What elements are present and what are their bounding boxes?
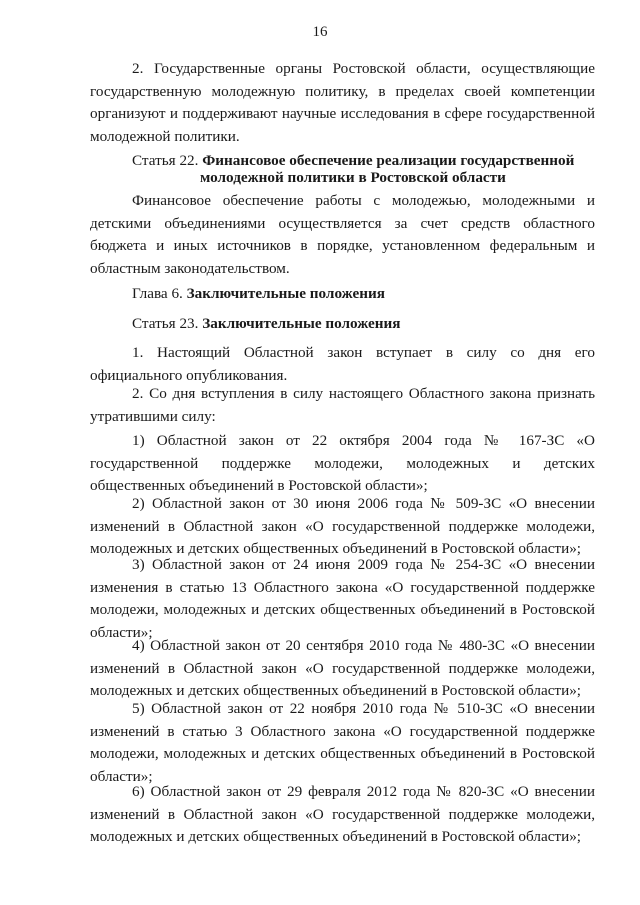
article-22-title-line1: Финансовое обеспечение реализации государственной bbox=[202, 152, 575, 169]
list-item: 5) Областной закон от 22 ноября 2010 года № 510-ЗС «О внесении изменений в статью 3 Областного закона «О государственной поддержке молодежи, молодежных и детских общественных объединений в Ростовской области»; bbox=[90, 700, 595, 785]
list-item: 4) Областной закон от 20 сентября 2010 года № 480-ЗС «О внесении изменений в Областной закон «О государственной поддержке молодежи, молодежных и детских общественных объединений в Ростовской области»; bbox=[90, 637, 595, 699]
chapter-6-title: Заключительные положения bbox=[186, 285, 385, 302]
list-item: 6) Областной закон от 29 февраля 2012 года № 820-ЗС «О внесении изменений в Областной закон «О государственной поддержке молодежи, молодежных и детских общественных объединений в Ростовской области»; bbox=[90, 783, 595, 845]
article-23-heading bbox=[132, 313, 401, 336]
article-22-prefix: Статья 22. bbox=[132, 152, 199, 169]
article-22-title-line2: молодежной политики в Ростовской области bbox=[200, 169, 506, 186]
paragraph-repeal-intro: 2. Со дня вступления в силу настоящего Областного закона признать утратившими силу: bbox=[90, 385, 595, 425]
article-23-prefix: Статья 23. bbox=[132, 315, 199, 332]
chapter-6-heading bbox=[132, 283, 385, 306]
list-item: 3) Областной закон от 24 июня 2009 года № 254-ЗС «О внесении изменения в статью 13 Областного закона «О государственной поддержке молодежи, молодежных и детских общественных объединений в Ростовской области»; bbox=[90, 556, 595, 641]
page-number: 16 bbox=[312, 24, 328, 40]
article-22-heading-cont bbox=[200, 167, 506, 190]
chapter-6-prefix: Глава 6. bbox=[132, 285, 183, 302]
list-item: 2) Областной закон от 30 июня 2006 года № 509-ЗС «О внесении изменений в Областной закон «О государственной поддержке молодежи, молодежных и детских общественных объединений в Ростовской области»; bbox=[90, 495, 595, 557]
paragraph-entry-into-force: 1. Настоящий Областной закон вступает в силу со дня его официального опубликования. bbox=[90, 344, 595, 384]
paragraph-research: 2. Государственные органы Ростовской области, осуществляющие государственную молодежную политику, в пределах своей компетенции организуют и поддерживают научные исследования в сфере государственной молодежной политики. bbox=[90, 60, 595, 145]
list-item: 1) Областной закон от 22 октября 2004 года № 167-ЗС «О государственной поддержке молодежи, молодежных и детских общественных объединений в Ростовской области»; bbox=[90, 432, 595, 494]
paragraph-financing: Финансовое обеспечение работы с молодежью, молодежными и детскими объединениями осуществляется за счет средств областного бюджета и иных источников в порядке, установленном федеральным и областным законодательством. bbox=[90, 192, 595, 277]
article-23-title: Заключительные положения bbox=[202, 315, 401, 332]
